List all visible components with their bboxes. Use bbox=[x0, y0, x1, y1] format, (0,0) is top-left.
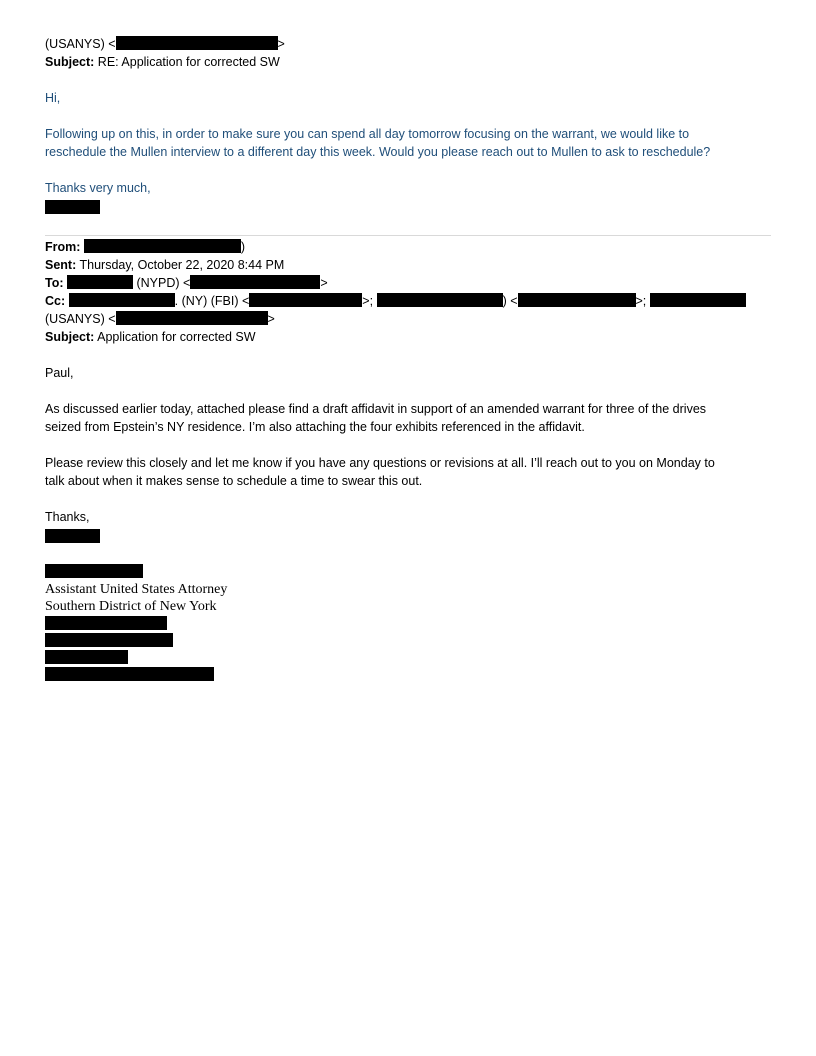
redaction-box bbox=[650, 293, 746, 307]
cc-part-4: >; bbox=[635, 294, 647, 308]
redaction-box bbox=[116, 36, 278, 50]
from-close: ) bbox=[240, 240, 246, 254]
divider bbox=[45, 235, 771, 236]
cc-part-2: >; bbox=[362, 294, 374, 308]
recipient-org: (USANYS) < bbox=[45, 37, 116, 51]
cc-line bbox=[45, 293, 746, 310]
reply-signature-redaction bbox=[45, 200, 100, 214]
original-p2-line-1: Please review this closely and let me know if you have any questions or revisions at all. I’ll reach out to you on Monday to bbox=[45, 456, 715, 470]
signature-name-redaction bbox=[45, 564, 143, 578]
redaction-box bbox=[67, 275, 133, 289]
redaction-box bbox=[518, 293, 636, 307]
redaction-box bbox=[190, 275, 320, 289]
signature-office: Southern District of New York bbox=[45, 599, 217, 614]
signature-address-redaction bbox=[45, 616, 167, 630]
cc-part-3: ) < bbox=[502, 294, 518, 308]
cc-label: Cc: bbox=[45, 294, 66, 308]
to-close: > bbox=[320, 276, 328, 290]
reply-subject-line bbox=[45, 54, 280, 71]
cc-line-2 bbox=[45, 311, 275, 328]
signature-address-redaction bbox=[45, 633, 173, 647]
original-p2-line-2: talk about when it makes sense to schedule a time to swear this out. bbox=[45, 474, 423, 488]
signature-email-redaction bbox=[45, 667, 214, 681]
cc-part-1: . (NY) (FBI) < bbox=[174, 294, 250, 308]
cc-line-2-prefix: (USANYS) < bbox=[45, 312, 116, 326]
reply-greeting: Hi, bbox=[45, 91, 61, 105]
sent-line bbox=[45, 257, 284, 274]
from-line bbox=[45, 239, 245, 256]
sent-label: Sent: bbox=[45, 258, 77, 272]
subject-value: Application for corrected SW bbox=[97, 330, 256, 344]
redaction-box bbox=[84, 239, 241, 253]
signature-phone-redaction bbox=[45, 650, 128, 664]
original-subject-line bbox=[45, 329, 256, 346]
redaction-box bbox=[116, 311, 268, 325]
original-p1-line-2: seized from Epstein’s NY residence. I’m also attaching the four exhibits referenced in the affidavit. bbox=[45, 420, 585, 434]
redaction-box bbox=[377, 293, 503, 307]
subject-value: RE: Application for corrected SW bbox=[97, 55, 280, 69]
reply-body-line-2: reschedule the Mullen interview to a different day this week. Would you please reach out to Mullen to ask to reschedule? bbox=[45, 145, 711, 159]
to-line bbox=[45, 275, 328, 292]
signature-title: Assistant United States Attorney bbox=[45, 582, 228, 597]
original-closing: Thanks, bbox=[45, 510, 90, 524]
original-greeting: Paul, bbox=[45, 366, 74, 380]
to-org: (NYPD) < bbox=[136, 276, 191, 290]
from-label: From: bbox=[45, 240, 81, 254]
reply-closing: Thanks very much, bbox=[45, 181, 151, 195]
recipient-close: > bbox=[277, 37, 285, 51]
sent-value: Thursday, October 22, 2020 8:44 PM bbox=[79, 258, 285, 272]
reply-recipient-line bbox=[45, 36, 285, 53]
subject-label: Subject: bbox=[45, 55, 95, 69]
subject-label: Subject: bbox=[45, 330, 95, 344]
to-label: To: bbox=[45, 276, 64, 290]
redaction-box bbox=[69, 293, 175, 307]
signature-initials-redaction bbox=[45, 529, 100, 543]
redaction-box bbox=[249, 293, 362, 307]
cc-line-2-close: > bbox=[267, 312, 275, 326]
original-p1-line-1: As discussed earlier today, attached please find a draft affidavit in support of an amended warrant for three of the drives bbox=[45, 402, 707, 416]
reply-body-line-1: Following up on this, in order to make sure you can spend all day tomorrow focusing on the warrant, we would like to bbox=[45, 127, 690, 141]
